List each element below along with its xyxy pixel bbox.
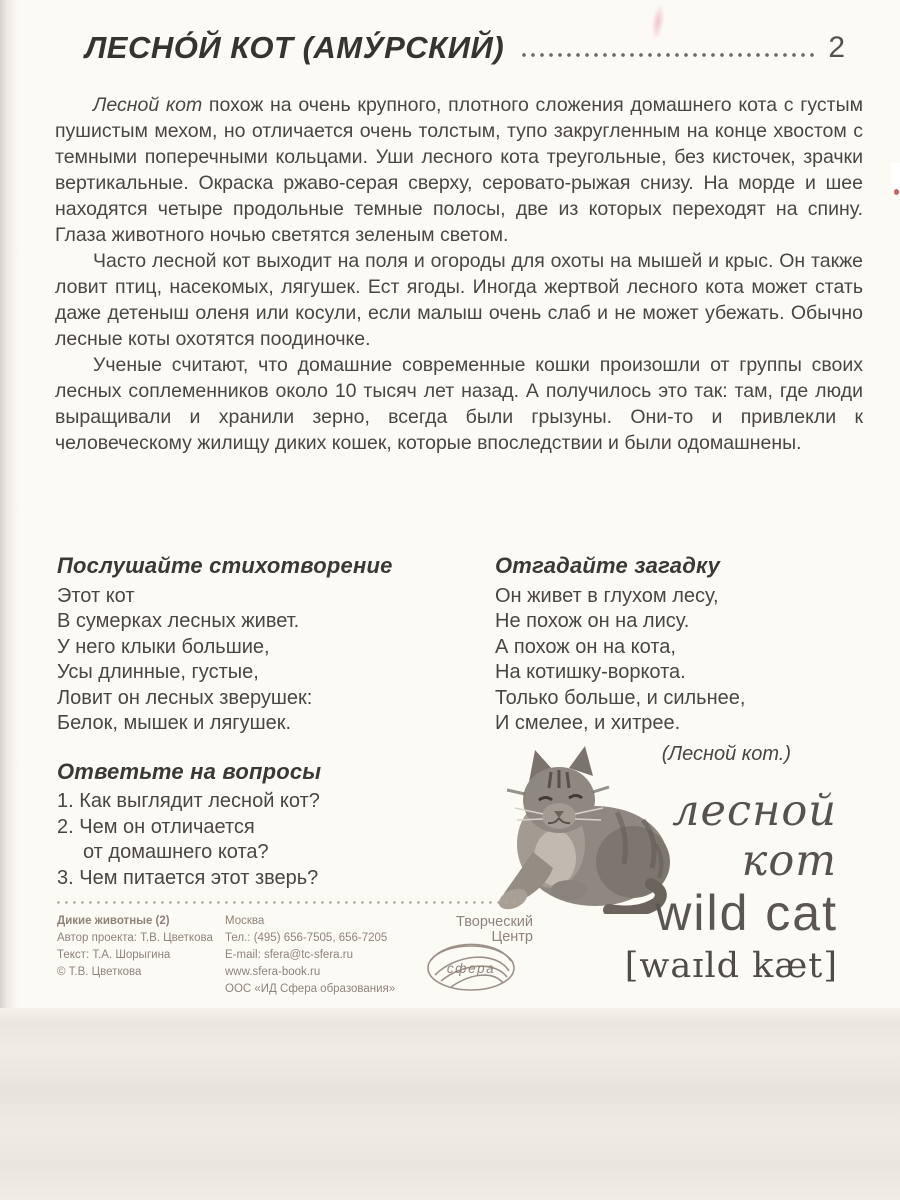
- footer-dotted-separator: [57, 901, 523, 904]
- footer-contacts-column: [225, 913, 425, 998]
- publisher-footer: [57, 901, 539, 998]
- page-number: 2: [828, 31, 845, 64]
- logo-word: сфера: [446, 961, 496, 976]
- paragraph-lead-term: Лесной кот: [93, 94, 203, 116]
- footer-website: www.sfera-book.ru: [225, 966, 321, 978]
- questions-heading: Ответьте на вопросы: [57, 758, 322, 784]
- poem-line: У него клыки большие,: [57, 635, 270, 658]
- question-line: 2. Чем он отличается: [57, 815, 255, 838]
- scan-edge-notch: [891, 163, 900, 191]
- poem-line: Усы длинные, густые,: [57, 661, 259, 683]
- riddle-line: На котишку-воркота.: [495, 661, 686, 683]
- paragraph-domestication: Ученые считают, что домашние современные кошки произошли от группы своих лесных соплеменников около 10 тысяч лет назад. А получилось это так: там, где люди выращивали и хранили зерно, всегда были грызуны. Они-то и привлекли к человеческому жилищу диких кошек, которые впоследствии и были одомашнены.: [55, 354, 863, 454]
- page-title: ЛЕСНО́Й КОТ (АМУ́РСКИЙ): [85, 30, 505, 65]
- dotted-leader: [522, 53, 816, 57]
- riddle-heading: Отгадайте загадку: [495, 553, 721, 578]
- question-line: 3. Чем питается этот зверь?: [57, 866, 319, 889]
- footer-company: ООС «ИД Сфера образования»: [225, 983, 396, 995]
- footer-series-title: Дикие животные (2): [57, 915, 170, 927]
- logo-text-line1: Творческий: [456, 914, 533, 930]
- footer-email: E-mail: sfera@tc-sfera.ru: [225, 949, 353, 961]
- question-line-continued: от домашнего кота?: [83, 841, 269, 863]
- left-column: [57, 553, 487, 891]
- riddle-line: Только больше, и сильнее,: [495, 686, 746, 709]
- riddle-line: Он живет в глухом лесу,: [495, 584, 719, 607]
- paragraph-description: [55, 92, 863, 248]
- footer-credits-column: [57, 913, 225, 998]
- scan-edge-shadow: [0, 0, 18, 1010]
- red-scan-speck: [894, 189, 899, 195]
- right-column: [495, 553, 873, 767]
- caption-russian: [625, 786, 837, 886]
- poem-line: В сумерках лесных живет.: [57, 610, 300, 632]
- riddle-answer: (Лесной кот.): [661, 742, 791, 765]
- poem-line: Этот кот: [57, 584, 135, 607]
- question-line: 1. Как выглядит лесной кот?: [57, 790, 320, 812]
- riddle-line: А похож он на кота,: [495, 635, 676, 658]
- caption-russian-line1: лесной: [672, 786, 837, 836]
- article-body: [55, 92, 863, 456]
- caption-russian-line2: кот: [741, 836, 837, 886]
- scanner-background-band: [0, 1008, 900, 1200]
- riddle-line: И смелее, и хитрее.: [495, 712, 681, 734]
- footer-copyright: © Т.В. Цветкова: [57, 966, 142, 978]
- footer-phone: Тел.: (495) 656-7505, 656-7205: [225, 932, 388, 944]
- logo-text-line2: Центр: [491, 929, 533, 945]
- poem-heading: Послушайте стихотворение: [57, 553, 393, 578]
- caption-english: wild cat: [655, 885, 838, 941]
- caption-transcription: [waɪld kæt]: [624, 946, 838, 986]
- footer-text-credit: Текст: Т.А. Шорыгина: [57, 949, 171, 961]
- paragraph-description-text: похож на очень крупного, плотного сложения домашнего кота с густым пушистым мехом, но отличается очень толстым, тупо закругленным на конце хвостом с темными поперечными кольцами. Уши лесного кота треугольные, без кисточек, зрачки вертикальные. Окраска ржаво-серая сверху, серовато-рыжая снизу. На морде и шее находятся четыре продольные темные полосы, две из которых переходят на спину. Глаза животного ночью светятся зеленым светом.: [55, 94, 863, 246]
- card-header: [85, 30, 845, 66]
- paragraph-hunting: Часто лесной кот выходит на поля и огороды для охоты на мышей и крыс. Он также ловит птиц, насекомых, лягушек. Ест ягоды. Иногда жертвой лесного кота может стать даже детеныш оленя или косули, если малыш очень слаб и не может убежать. Обычно лесные коты охотятся поодиночке.: [55, 250, 863, 350]
- poem-line: Ловит он лесных зверушек:: [57, 686, 313, 709]
- questions-block: [57, 759, 487, 892]
- riddle-line: Не похож он на лису.: [495, 610, 690, 632]
- sfera-logo: [425, 913, 539, 998]
- footer-city: Москва: [225, 915, 265, 927]
- footer-project-author: Автор проекта: Т.В. Цветкова: [57, 932, 213, 944]
- poem-line: Белок, мышек и лягушек.: [57, 712, 292, 734]
